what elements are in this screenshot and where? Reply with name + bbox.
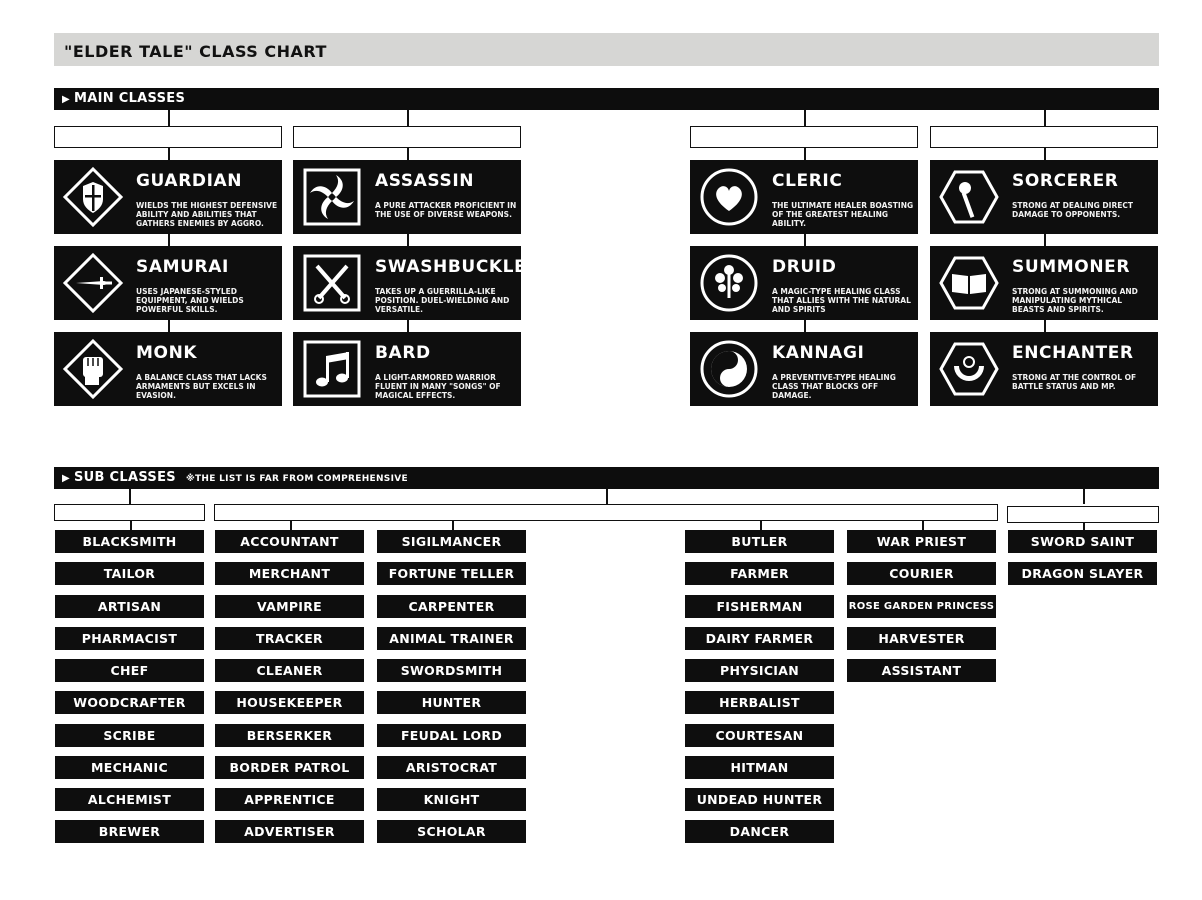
subclass-undead-hunter: UNDEAD HUNTER (685, 788, 834, 811)
class-card-druid (690, 246, 918, 320)
subclass-dragon-slayer: DRAGON SLAYER (1008, 562, 1157, 585)
subclass-border-patrol: BORDER PATROL (215, 756, 364, 779)
subclass-hunter: HUNTER (377, 691, 526, 714)
class-name: ENCHANTER (1012, 343, 1134, 363)
subclass-butler: BUTLER (685, 530, 834, 553)
subclass-dairy-farmer: DAIRY FARMER (685, 627, 834, 650)
connector-line (407, 110, 409, 126)
class-name: GUARDIAN (136, 171, 243, 191)
class-card-guardian (54, 160, 282, 234)
shield-icon (62, 166, 124, 228)
subclass-rose-garden-princess: ROSE GARDEN PRINCESS (847, 595, 996, 618)
book-icon (938, 252, 1000, 314)
connector-line (407, 148, 409, 160)
tree-icon (698, 252, 760, 314)
subclass-assistant: ASSISTANT (847, 659, 996, 682)
connector-line (804, 320, 806, 332)
subclass-housekeeper: HOUSEKEEPER (215, 691, 364, 714)
subclass-woodcrafter: WOODCRAFTER (55, 691, 204, 714)
class-card-swashbuckler (293, 246, 541, 320)
class-description: A LIGHT-ARMORED WARRIOR FLUENT IN MANY "SONGS" OF MAGICAL EFFECTS. (375, 373, 501, 400)
subclass-merchant: MERCHANT (215, 562, 364, 585)
yin-yang-icon (698, 338, 760, 400)
class-card-monk (54, 332, 282, 406)
subclass-apprentice: APPRENTICE (215, 788, 364, 811)
subclass-feudal-lord: FEUDAL LORD (377, 724, 526, 747)
subclass-chef: CHEF (55, 659, 204, 682)
class-name: SWASHBUCKLER (375, 257, 541, 277)
subclass-courier: COURIER (847, 562, 996, 585)
triangle-icon: ▶ (62, 94, 70, 105)
connector-line (1083, 523, 1085, 530)
subclass-harvester: HARVESTER (847, 627, 996, 650)
subclass-blacksmith: BLACKSMITH (55, 530, 204, 553)
category-production (54, 504, 205, 521)
shuriken-icon (301, 166, 363, 228)
category-titles-misc (1007, 506, 1159, 523)
fist-icon (62, 338, 124, 400)
main-classes-bar (54, 88, 1159, 110)
category-magic-attack-classes (930, 126, 1158, 148)
category-role-playing (214, 504, 998, 521)
subclass-courtesan: COURTESAN (685, 724, 834, 747)
connector-line (407, 234, 409, 246)
class-name: CLERIC (772, 171, 843, 191)
connector-line (168, 148, 170, 160)
connector-line (168, 320, 170, 332)
subclass-cleaner: CLEANER (215, 659, 364, 682)
subclass-accountant: ACCOUNTANT (215, 530, 364, 553)
crossed-swords-icon (301, 252, 363, 314)
class-name: BARD (375, 343, 431, 363)
class-description: A PURE ATTACKER PROFICIENT IN THE USE OF DIVERSE WEAPONS. (375, 201, 517, 219)
class-name: SUMMONER (1012, 257, 1131, 277)
class-description: TAKES UP A GUERRILLA-LIKE POSITION. DUEL-WIELDING AND VERSATILE. (375, 287, 510, 314)
class-description: A BALANCE CLASS THAT LACKS ARMAMENTS BUT EXCELS IN EVASION. (136, 373, 267, 400)
class-description: A MAGIC-TYPE HEALING CLASS THAT ALLIES WITH THE NATURAL AND SPIRITS (772, 287, 911, 314)
subclass-war-priest: WAR PRIEST (847, 530, 996, 553)
subclass-mechanic: MECHANIC (55, 756, 204, 779)
subclass-sword-saint: SWORD SAINT (1008, 530, 1157, 553)
connector-line (804, 234, 806, 246)
sub-classes-note: ※THE LIST IS FAR FROM COMPREHENSIVE (185, 474, 408, 484)
subclass-swordsmith: SWORDSMITH (377, 659, 526, 682)
class-description: USES JAPANESE-STYLED EQUIPMENT, AND WIELDS POWERFUL SKILLS. (136, 287, 244, 314)
connector-line (1044, 320, 1046, 332)
class-card-enchanter (930, 332, 1158, 406)
class-name: SAMURAI (136, 257, 229, 277)
class-description: STRONG AT THE CONTROL OF BATTLE STATUS AND MP. (1012, 373, 1137, 391)
connector-line (130, 521, 132, 530)
class-description: STRONG AT DEALING DIRECT DAMAGE TO OPPONENTS. (1012, 201, 1133, 219)
connector-line (1083, 489, 1085, 504)
subclass-knight: KNIGHT (377, 788, 526, 811)
connector-line (129, 489, 131, 504)
subclass-hitman: HITMAN (685, 756, 834, 779)
connector-line (168, 234, 170, 246)
connector-line (290, 521, 292, 530)
class-card-bard (293, 332, 521, 406)
connector-line (407, 320, 409, 332)
main-classes-label: MAIN CLASSES (74, 91, 186, 106)
connector-line (1044, 234, 1046, 246)
class-card-kannagi (690, 332, 918, 406)
connector-line (1044, 110, 1046, 126)
subclass-scholar: SCHOLAR (377, 820, 526, 843)
sub-classes-label: SUB CLASSES (74, 470, 176, 485)
category-weapon-attack-classes (293, 126, 521, 148)
subclass-advertiser: ADVERTISER (215, 820, 364, 843)
subclass-dancer: DANCER (685, 820, 834, 843)
connector-line (606, 489, 608, 504)
connector-line (452, 521, 454, 530)
connector-line (760, 521, 762, 530)
class-description: THE ULTIMATE HEALER BOASTING OF THE GREATEST HEALING ABILITY. (772, 201, 914, 228)
class-description: STRONG AT SUMMONING AND MANIPULATING MYTHICAL BEASTS AND SPIRITS. (1012, 287, 1138, 314)
subclass-physician: PHYSICIAN (685, 659, 834, 682)
subclass-tailor: TAILOR (55, 562, 204, 585)
connector-line (804, 148, 806, 160)
connector-line (168, 110, 170, 126)
class-name: SORCERER (1012, 171, 1119, 191)
subclass-pharmacist: PHARMACIST (55, 627, 204, 650)
page-title: "ELDER TALE" CLASS CHART (54, 33, 1159, 66)
subclass-artisan: ARTISAN (55, 595, 204, 618)
class-description: WIELDS THE HIGHEST DEFENSIVE ABILITY AND ABILITIES THAT GATHERS ENEMIES BY AGGRO. (136, 201, 278, 228)
class-description: A PREVENTIVE-TYPE HEALING CLASS THAT BLOCKS OFF DAMAGE. (772, 373, 896, 400)
connector-line (1044, 148, 1046, 160)
connector-line (804, 110, 806, 126)
class-card-samurai (54, 246, 282, 320)
category-healing-classes (690, 126, 918, 148)
subclass-carpenter: CARPENTER (377, 595, 526, 618)
music-note-icon (301, 338, 363, 400)
subclass-fortune-teller: FORTUNE TELLER (377, 562, 526, 585)
subclass-farmer: FARMER (685, 562, 834, 585)
subclass-berserker: BERSERKER (215, 724, 364, 747)
subclass-animal-trainer: ANIMAL TRAINER (377, 627, 526, 650)
subclass-sigilmancer: SIGILMANCER (377, 530, 526, 553)
class-card-summoner (930, 246, 1158, 320)
subclass-scribe: SCRIBE (55, 724, 204, 747)
crescent-icon (938, 338, 1000, 400)
subclass-fisherman: FISHERMAN (685, 595, 834, 618)
subclass-vampire: VAMPIRE (215, 595, 364, 618)
sub-classes-bar (54, 467, 1159, 489)
subclass-herbalist: HERBALIST (685, 691, 834, 714)
class-name: MONK (136, 343, 198, 363)
subclass-brewer: BREWER (55, 820, 204, 843)
class-name: KANNAGI (772, 343, 865, 363)
category-warrior-classes (54, 126, 282, 148)
staff-icon (938, 166, 1000, 228)
katana-icon (62, 252, 124, 314)
triangle-icon: ▶ (62, 473, 70, 484)
class-card-assassin (293, 160, 521, 234)
subclass-alchemist: ALCHEMIST (55, 788, 204, 811)
heart-icon (698, 166, 760, 228)
class-name: ASSASSIN (375, 171, 475, 191)
subclass-tracker: TRACKER (215, 627, 364, 650)
connector-line (922, 521, 924, 530)
class-name: DRUID (772, 257, 837, 277)
subclass-aristocrat: ARISTOCRAT (377, 756, 526, 779)
class-card-cleric (690, 160, 918, 234)
class-card-sorcerer (930, 160, 1158, 234)
